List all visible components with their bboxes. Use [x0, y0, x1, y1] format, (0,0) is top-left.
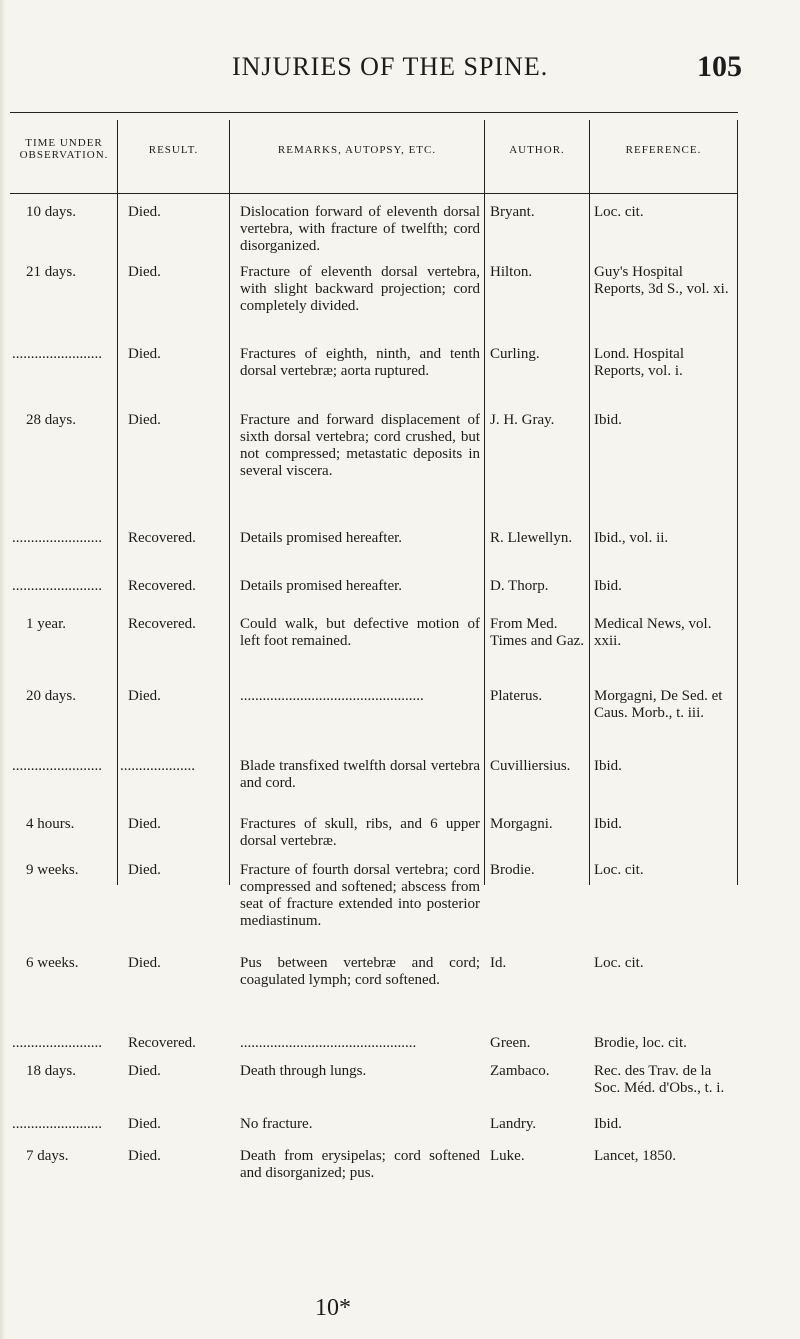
author-cell: Luke. [490, 1148, 525, 1164]
reference-cell: Loc. cit. [594, 204, 644, 220]
header-author: AUTHOR. [509, 144, 565, 156]
running-title: INJURIES OF THE SPINE. [232, 52, 549, 81]
remarks-cell: Fracture and forward displacement of sixth dorsal vertebra; cord crushed, but not compressed; metastatic deposits in several viscera. [240, 412, 480, 479]
author-cell: Morgagni. [490, 816, 553, 832]
author-cell: From Med. Times and Gaz. [490, 616, 585, 649]
table-header-rule [10, 193, 738, 194]
author-cell: Cuvilliersius. [490, 758, 571, 774]
reference-cell: Ibid., vol. ii. [594, 530, 669, 546]
column-divider [484, 120, 485, 885]
column-divider [589, 120, 590, 885]
remarks-cell: Pus between vertebræ and cord; coagulated lymph; cord softened. [240, 955, 480, 988]
remarks-cell: Details promised hereafter. [240, 530, 403, 546]
result-cell: Died. [128, 862, 161, 878]
result-cell: .................... [120, 758, 195, 774]
reference-cell: Ibid. [594, 412, 622, 428]
header-remarks: REMARKS, AUTOPSY, ETC. [277, 144, 437, 156]
result-cell: Died. [128, 1148, 161, 1164]
result-cell: Died. [128, 955, 161, 971]
remarks-cell: ................................................. [240, 688, 424, 704]
reference-cell: Ibid. [594, 578, 622, 594]
result-cell: Recovered. [128, 1035, 196, 1051]
author-cell: Bryant. [490, 204, 535, 220]
remarks-cell: Fractures of skull, ribs, and 6 upper dorsal vertebræ. [240, 816, 480, 849]
time-cell: ........................ [12, 578, 102, 594]
author-cell: R. Llewellyn. [490, 530, 573, 546]
result-cell: Recovered. [128, 578, 196, 594]
author-cell: J. H. Gray. [490, 412, 555, 428]
remarks-cell: Dislocation forward of eleventh dorsal vertebra, with fracture of twelfth; cord disorganized. [240, 204, 480, 254]
time-cell: 28 days. [26, 412, 76, 428]
result-cell: Died. [128, 816, 161, 832]
time-cell: 6 weeks. [26, 955, 79, 971]
result-cell: Died. [128, 688, 161, 704]
remarks-cell: Details promised hereafter. [240, 578, 403, 594]
remarks-cell: Death through lungs. [240, 1063, 367, 1079]
remarks-cell: No fracture. [240, 1116, 313, 1132]
header-reference: REFERENCE. [625, 144, 702, 156]
remarks-cell: Fracture of eleventh dorsal vertebra, with slight backward projection; cord completely divided. [240, 264, 480, 314]
reference-cell: Guy's Hospital Reports, 3d S., vol. xi. [594, 264, 729, 297]
time-cell: 4 hours. [26, 816, 75, 832]
result-cell: Died. [128, 264, 161, 280]
author-cell: Green. [490, 1035, 531, 1051]
remarks-cell: ............................................... [240, 1035, 417, 1051]
time-cell: 9 weeks. [26, 862, 79, 878]
result-cell: Recovered. [128, 616, 196, 632]
remarks-cell: Blade transfixed twelfth dorsal vertebra and cord. [240, 758, 480, 791]
reference-cell: Morgagni, De Sed. et Caus. Morb., t. iii. [594, 688, 723, 721]
result-cell: Died. [128, 204, 161, 220]
reference-cell: Medical News, vol. xxii. [594, 616, 712, 649]
reference-cell: Loc. cit. [594, 862, 644, 878]
author-cell: Landry. [490, 1116, 537, 1132]
page-header [0, 0, 800, 110]
remarks-cell: Fractures of eighth, ninth, and tenth dorsal vertebræ; aorta ruptured. [240, 346, 480, 379]
reference-cell: Brodie, loc. cit. [594, 1035, 687, 1051]
author-cell: Brodie. [490, 862, 535, 878]
reference-cell: Ibid. [594, 1116, 622, 1132]
author-cell: Curling. [490, 346, 540, 362]
time-cell: 18 days. [26, 1063, 76, 1079]
reference-cell: Loc. cit. [594, 955, 644, 971]
reference-cell: Ibid. [594, 816, 622, 832]
author-cell: Zambaco. [490, 1063, 550, 1079]
author-cell: D. Thorp. [490, 578, 549, 594]
remarks-cell: Could walk, but defective motion of left foot remained. [240, 616, 480, 649]
column-divider [117, 120, 118, 885]
reference-cell: Lancet, 1850. [594, 1148, 677, 1164]
result-cell: Died. [128, 1063, 161, 1079]
column-divider [737, 120, 738, 885]
table-top-rule [10, 112, 738, 113]
time-cell: ........................ [12, 758, 102, 774]
time-cell: 1 year. [26, 616, 66, 632]
time-cell: 20 days. [26, 688, 76, 704]
reference-cell: Rec. des Trav. de la Soc. Méd. d'Obs., t. i. [594, 1063, 725, 1096]
signature-mark: 10* [315, 1295, 351, 1321]
time-cell: 21 days. [26, 264, 76, 280]
author-cell: Hilton. [490, 264, 533, 280]
result-cell: Died. [128, 1116, 161, 1132]
time-cell: ........................ [12, 1035, 102, 1051]
author-cell: Id. [490, 955, 507, 971]
time-cell: ........................ [12, 346, 102, 362]
author-cell: Platerus. [490, 688, 543, 704]
result-cell: Died. [128, 346, 161, 362]
time-cell: 10 days. [26, 204, 76, 220]
column-divider [229, 120, 230, 885]
remarks-cell: Fracture of fourth dorsal vertebra; cord compressed and softened; abscess from seat of fracture extended into posterior mediastinum. [240, 862, 480, 929]
result-cell: Recovered. [128, 530, 196, 546]
time-cell: 7 days. [26, 1148, 69, 1164]
header-time: TIME UNDER OBSERVATION. [19, 137, 109, 161]
page-binding-edge [0, 0, 6, 1339]
time-cell: ........................ [12, 1116, 102, 1132]
time-cell: ........................ [12, 530, 102, 546]
remarks-cell: Death from erysipelas; cord softened and disorganized; pus. [240, 1148, 480, 1181]
reference-cell: Ibid. [594, 758, 622, 774]
result-cell: Died. [128, 412, 161, 428]
header-result: RESULT. [148, 144, 199, 156]
page-number: 105 [697, 50, 742, 83]
reference-cell: Lond. Hospital Reports, vol. i. [594, 346, 684, 379]
